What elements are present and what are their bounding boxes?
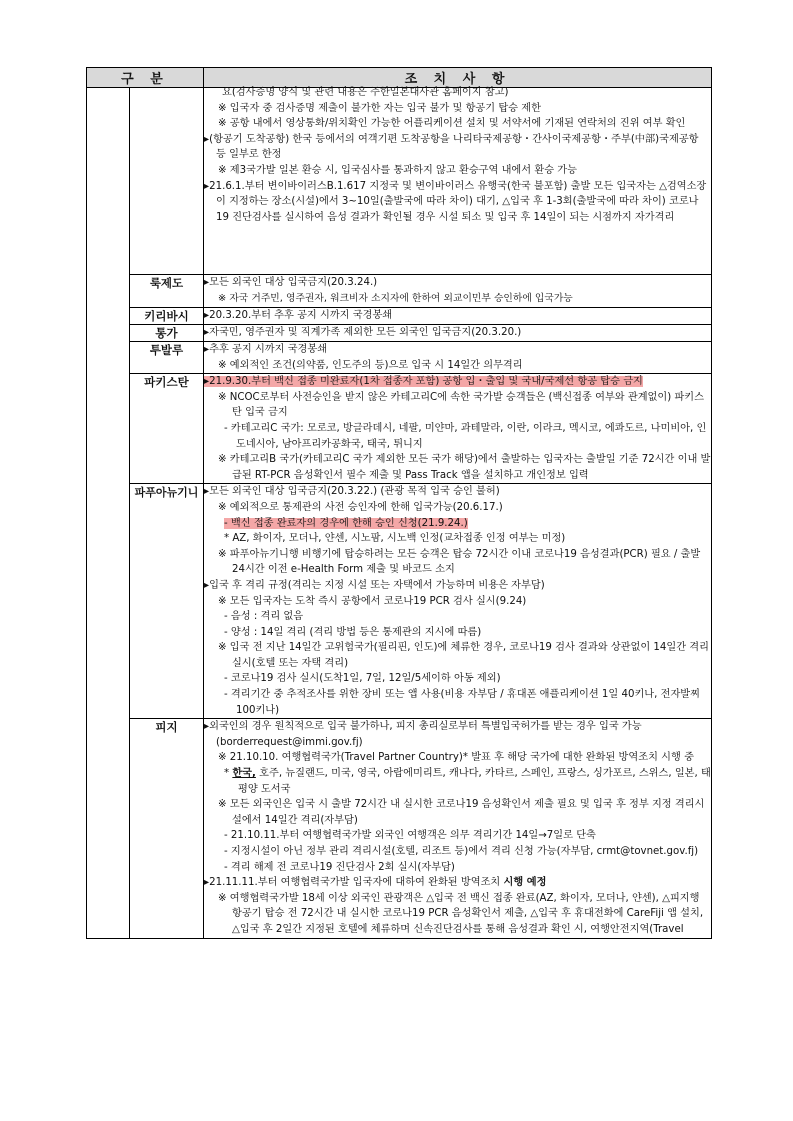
table-row [87,374,712,484]
list-item: ※ 제3국가발 일본 환승 시, 입국심사를 통과하지 않고 환승구역 내에서 환승 가능 [218,164,577,176]
list-item: - 지정시설이 아닌 정부 관리 격리시설(호텔, 리조트 등)에서 격리 신청 가능(자부담, crmt@tovnet.gov.fj) [224,846,699,857]
list-item: ※ 모든 입국자는 도착 즉시 공항에서 코로나19 PCR 검사 실시(9.24) [218,595,527,607]
list-item [204,516,711,532]
list-item: ▸입국 후 격리 규정(격리는 지정 시설 또는 자택에서 가능하며 비용은 자부담) [204,579,545,591]
list-item: ※ 카테고리B 국가(카테고리C 국가 제외한 모든 국가 해당)에서 출발하는 입국자는 출발일 기준 72시간 이내 발급된 RT-PCR 음성확인서 필수 제출 및 Pass Track 앱을 설치하고 개인정보 입력 [218,454,711,481]
country-cell: 파키스탄 [130,374,204,484]
measures-cell [204,342,712,374]
list-item: - 코로나19 검사 실시(도착1일, 7일, 12일/5세이하 아동 제외) [224,673,501,685]
list-item: ※ 예외적으로 통제관의 사전 승인자에 한해 입국가능(20.6.17.) [218,501,503,513]
country-cell: 룩제도 [130,275,204,308]
list-item: ※ 21.10.10. 여행협력국가(Travel Partner Country)* 발표 후 해당 국가에 대한 완화된 방역조치 시행 중 [218,752,694,764]
list-item: ※ 예외적인 조건(의약품, 인도주의 등)으로 입국 시 14일간 의무격리 [218,359,523,371]
list-item: ▸추후 공지 시까지 국경봉쇄 [204,344,328,355]
table-row [87,275,712,308]
list-item: - 21.10.11.부터 여행협력국가발 외국인 여행객은 의무 격리기간 14일→7일로 단축 [224,830,596,842]
list-item: ※ 입국 전 지난 14일간 고위험국가(필리핀, 인도)에 체류한 경우, 코로나19 검사 결과와 상관없이 14일간 격리 실시(호텔 또는 자택 격리) [218,642,709,669]
table-row [87,719,712,938]
list-item: - 음성 : 격리 없음 [224,611,304,623]
list-item: ▸모든 외국인 대상 입국금지(20.3.22.) (관광 목적 입국 승인 불허) [204,486,500,498]
list-item: ※ 공항 내에서 영상통화/위치확인 가능한 어플리케이션 설치 및 서약서에 기재된 연락처의 진위 여부 확인 [218,118,686,130]
country-cell: 파푸아뉴기니 [130,484,204,719]
list-item: ▸21.11.11.부터 여행협력국가발 입국자에 대하여 완화된 방역조치 시행 예정 [204,877,547,889]
table-row [87,342,712,374]
list-item: ▸모든 외국인 대상 입국금지(20.3.24.) [204,277,378,288]
list-item: ▸외국인의 경우 원칙적으로 입국 불가하나, 피지 총리실로부터 특별입국허가를 받는 경우 입국 가능(borderrequest@immi.gov.fj) [204,721,642,748]
header-measures: 조 치 사 항 [204,68,712,88]
emphasis-text: 시행 예정 [503,877,547,889]
country-cell [130,88,204,275]
list-item: 요(검사증명 양식 및 관련 내용은 주한일본대사관 홈페이지 참고) [222,87,509,98]
list-item: ▸20.3.20.부터 추후 공지 시까지 국경봉쇄 [204,310,393,321]
list-item: ※ 입국자 중 검사증명 제출이 불가한 자는 입국 불가 및 항공기 탑승 제한 [218,102,541,114]
country-cell: 키리바시 [130,308,204,325]
list-item: ※ 자국 거주민, 영주권자, 워크비자 소지자에 한하여 외교이민부 승인하에 입국가능 [218,292,573,304]
list-item: ▸자국민, 영주권자 및 직계가족 제외한 모든 외국인 입국금지(20.3.20.) [204,327,522,338]
table-row [87,308,712,325]
country-cell: 피지 [130,719,204,938]
country-cell: 투발루 [130,342,204,374]
region-cell [87,88,130,939]
list-item: - 양성 : 14일 격리 (격리 방법 등은 통제관의 지시에 따름) [224,626,482,638]
measures-cell [204,275,712,308]
highlighted-text: ▸21.9.30.부터 백신 접종 미완료자(1차 접종자 포함) 공항 입・출입 및 국내/국제선 항공 탑승 금지 [204,376,643,388]
measures-cell [204,308,712,325]
measures-cell [204,374,712,484]
highlighted-text: - 백신 접종 완료자의 경우에 한해 승인 신청(21.9.24.) [224,517,468,529]
measures-cell [204,484,712,719]
list-item [204,766,711,797]
list-item [204,374,711,390]
list-text: * 한국, 호주, 뉴질랜드, 미국, 영국, 아랍에미리트, 캐나다, 카타르, 스페인, 프랑스, 싱가포르, 스위스, 일본, 태평양 도서국 [224,768,711,795]
measures-cell [204,719,712,938]
list-item: ▸(항공기 도착공항) 한국 등에서의 여객기편 도착공항을 나리타국제공항・간사이국제공항・주부(中部)국제공항 등 일부로 한정 [204,133,699,161]
list-item: * AZ, 화이자, 모더나, 얀센, 시노팜, 시노백 인정(교차접종 인정 여부는 미정) [224,533,566,545]
list-item: - 격리기간 중 추적조사를 위한 장비 또는 앱 사용(비용 자부담 / 휴대폰 애플리케이션 1일 40키나, 전자발찌 100키나) [224,689,700,716]
measures-cell [204,88,712,275]
list-item: - 격리 해제 전 코로나19 진단검사 2회 실시(자부담) [224,861,455,873]
list-item: ※ 모든 외국인은 입국 시 출발 72시간 내 실시한 코로나19 음성확인서 제출 필요 및 입국 후 정부 지정 격리시설에서 14일간 격리(자부담) [218,799,705,826]
list-item: ※ NCOC로부터 사전승인을 받지 않은 카테고리C에 속한 국가발 승객들은 (백신접종 여부와 관계없이) 파키스탄 입국 금지 [218,391,704,419]
table-row [87,325,712,342]
table-row [87,88,712,275]
table-row [87,484,712,719]
measures-cell [204,325,712,342]
country-cell: 통가 [130,325,204,342]
list-item: ▸21.6.1.부터 변이바이러스B.1.617 지정국 및 변이바이러스 유행국(한국 불포함) 출발 모든 입국자는 △검역소장이 지정하는 장소(시설)에서 3~10일(출발국에 따라 차이) 대기, △입국 후 1-3회(출발국에 따라 차이) 코로나19 진단검사를 실시하여 음성 결과가 확인될 경우 시설 퇴소 및 입국 후 14일이 되는 시점까지 자가격리 [204,180,707,223]
list-item: ※ 파푸아뉴기니행 비행기에 탑승하려는 모든 승객은 탑승 72시간 이내 코로나19 음성결과(PCR) 필요 / 출발 24시간 이전 e-Health Form 제출 및 바코드 소지 [218,548,701,576]
list-item: - 카테고리C 국가: 모로코, 방글라데시, 네팔, 미얀마, 과테말라, 이란, 이라크, 멕시코, 에콰도르, 나미비아, 인도네시아, 남아프리카공화국, 태국, 튀니지 [224,422,707,450]
list-item: ※ 여행협력국가발 18세 이상 외국인 관광객은 △입국 전 백신 접종 완료(AZ, 화이자, 모더나, 얀센), △피지행 항공기 탑승 전 72시간 내 실시한 코로나19 PCR 음성확인서 제출, △입국 후 휴대전화에 CareFiji 앱 설치, △입국 후 2일간 지정된 호텔에 체류하며 신속진단검사를 통해 음성결과 확인 시, 여행안전지역(Travel [218,892,704,935]
header-category: 구 분 [87,68,204,88]
emphasis-text: 한국, [232,768,256,780]
measures-table [86,67,712,939]
